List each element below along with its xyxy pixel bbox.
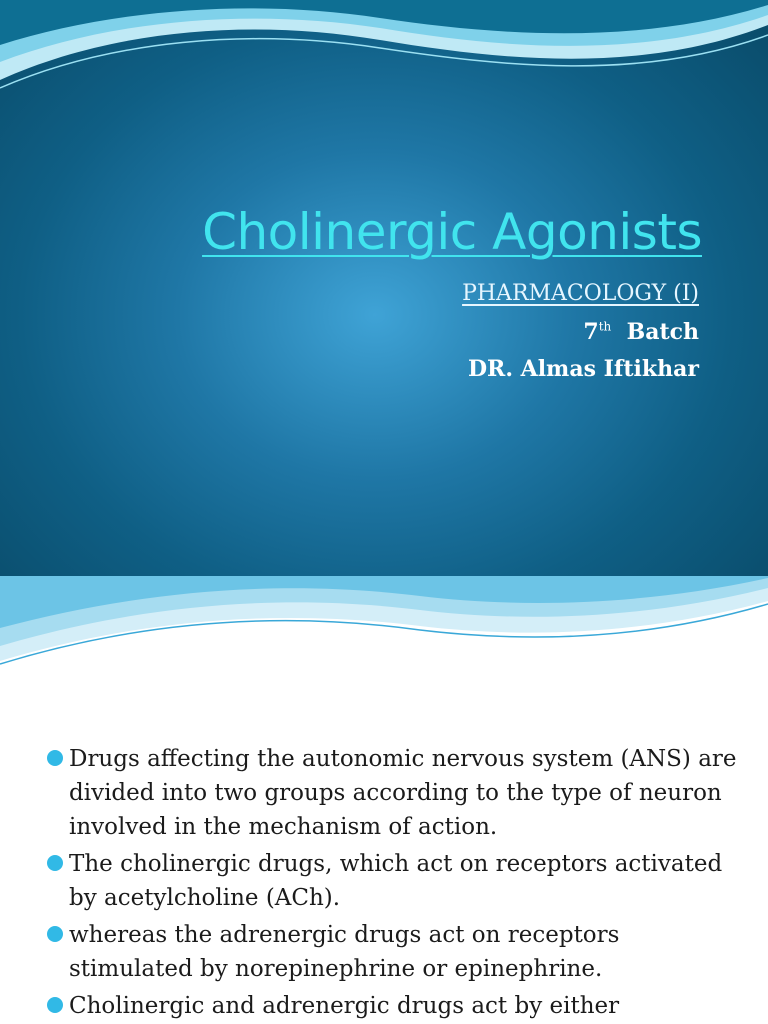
- list-item: [47, 847, 747, 915]
- top-wave-decoration: [0, 576, 768, 686]
- instructor-name: DR. Almas Iftikhar: [467, 356, 699, 382]
- batch-label: [583, 319, 699, 345]
- bullet-icon: [47, 997, 63, 1013]
- course-name: PHARMACOLOGY (I): [462, 281, 699, 306]
- batch-suffix: th: [598, 319, 612, 334]
- batch-word: Batch: [626, 319, 699, 345]
- bullet-list: [47, 742, 747, 1024]
- list-item: [47, 742, 747, 844]
- bullet-text: Cholinergic and adrenergic drugs act by either: [69, 993, 620, 1019]
- slide-title: Cholinergic Agonists: [202, 203, 702, 261]
- bullet-icon: [47, 750, 63, 766]
- list-item: [47, 918, 747, 986]
- batch-number: 7: [583, 319, 599, 345]
- bullet-text: Drugs affecting the autonomic nervous system (ANS) are divided into two groups according to the type of neuron involved in the mechanism of action.: [69, 746, 737, 840]
- bullet-icon: [47, 855, 63, 871]
- top-wave-decoration: [0, 0, 768, 120]
- content-slide: [0, 576, 768, 1024]
- list-item: [47, 989, 747, 1023]
- bullet-text: whereas the adrenergic drugs act on receptors stimulated by norepinephrine or epinephrine.: [69, 922, 620, 982]
- bullet-icon: [47, 926, 63, 942]
- bullet-text: The cholinergic drugs, which act on receptors activated by acetylcholine (ACh).: [69, 851, 723, 911]
